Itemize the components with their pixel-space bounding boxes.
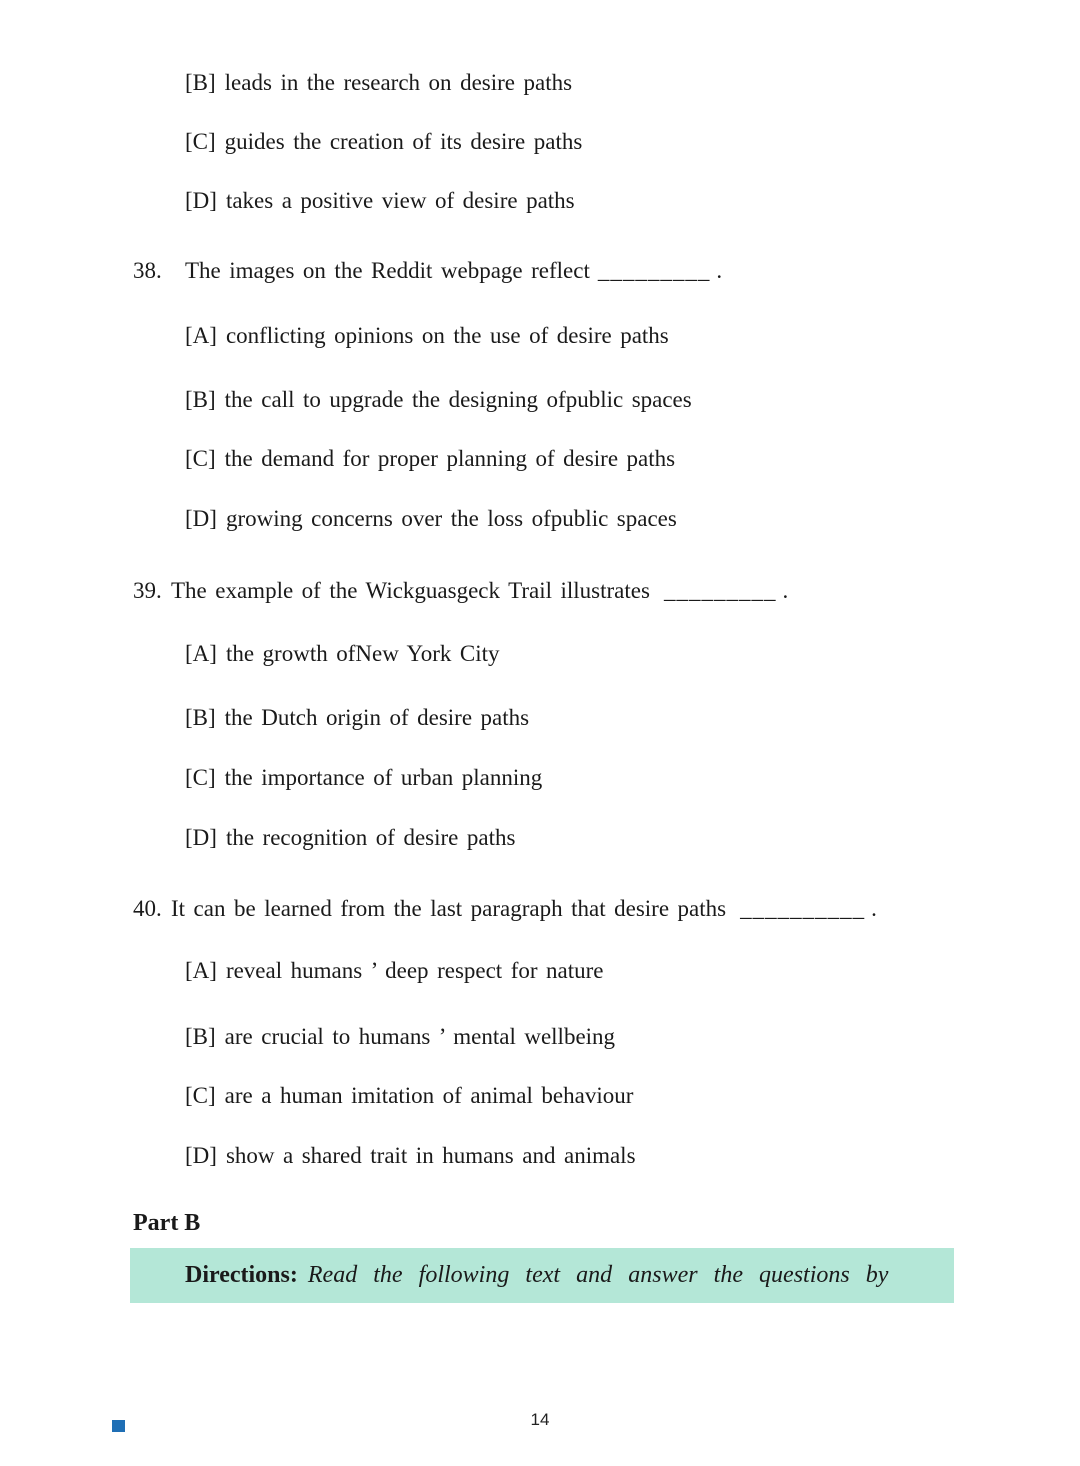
option-text: reveal humans ’ deep respect for nature	[225, 958, 604, 983]
option-text: conflicting opinions on the use of desire paths	[225, 323, 669, 348]
stem-period: .	[782, 578, 789, 603]
option-row-39a	[185, 641, 500, 667]
option-row-37c	[185, 129, 582, 155]
option-row-39d	[185, 825, 515, 851]
stem-period: .	[871, 896, 877, 921]
question-40-stem	[133, 896, 877, 922]
option-row-39b	[185, 705, 529, 731]
option-row-39c	[185, 765, 542, 791]
option-label: [C]	[185, 765, 216, 790]
option-row-40d	[185, 1143, 636, 1169]
option-text: are a human imitation of animal behaviour	[224, 1083, 634, 1108]
page-number: 14	[530, 1410, 550, 1429]
answer-blank: __________	[740, 896, 866, 921]
option-label: [B]	[185, 705, 216, 730]
question-text: It can be learned from the last paragraph that desire paths	[171, 896, 727, 921]
answer-blank: _________	[597, 258, 711, 283]
option-row-40b	[185, 1024, 615, 1050]
question-number: 38.	[133, 258, 162, 283]
option-label: [C]	[185, 1083, 216, 1108]
option-label: [B]	[185, 1024, 216, 1049]
option-label: [B]	[185, 387, 216, 412]
option-label: [B]	[185, 70, 216, 95]
option-row-38d	[185, 506, 677, 532]
option-text: the call to upgrade the designing ofpublic spaces	[224, 387, 692, 412]
option-label: [D]	[185, 188, 217, 213]
directions-line	[185, 1261, 888, 1289]
option-text: the Dutch origin of desire paths	[224, 705, 530, 730]
option-label: [A]	[185, 323, 217, 348]
stem-period: .	[716, 258, 723, 283]
option-label: [D]	[185, 825, 217, 850]
option-label: [D]	[185, 1143, 217, 1168]
option-text: takes a positive view of desire paths	[225, 188, 575, 213]
option-text: growing concerns over the loss ofpublic spaces	[225, 506, 677, 531]
question-text: The example of the Wickguasgeck Trail illustrates	[171, 578, 650, 603]
option-text: the recognition of desire paths	[225, 825, 516, 850]
question-39-stem	[133, 578, 788, 604]
option-label: [D]	[185, 506, 217, 531]
option-label: [A]	[185, 641, 217, 666]
question-38-stem	[133, 258, 722, 284]
option-text: show a shared trait in humans and animals	[225, 1143, 636, 1168]
option-label: [C]	[185, 129, 216, 154]
question-number: 39.	[133, 578, 162, 603]
directions-banner	[130, 1248, 954, 1303]
option-row-38c	[185, 446, 675, 472]
option-text: the growth ofNew York City	[225, 641, 500, 666]
option-row-37b	[185, 70, 572, 96]
option-row-37d	[185, 188, 575, 214]
option-row-38a	[185, 323, 669, 349]
question-number: 40.	[133, 896, 162, 921]
directions-text: Read the following text and answer the questions by	[307, 1262, 889, 1288]
option-text: the demand for proper planning of desire paths	[224, 446, 676, 471]
option-text: guides the creation of its desire paths	[224, 129, 583, 154]
part-b-heading: Part B	[133, 1210, 201, 1236]
option-label: [C]	[185, 446, 216, 471]
option-text: leads in the research on desire paths	[224, 70, 573, 95]
option-row-40a	[185, 958, 604, 984]
directions-label: Directions:	[185, 1262, 298, 1288]
option-row-40c	[185, 1083, 633, 1109]
option-row-38b	[185, 387, 692, 413]
option-label: [A]	[185, 958, 217, 983]
option-text: are crucial to humans ’ mental wellbeing	[224, 1024, 616, 1049]
question-text: The images on the Reddit webpage reflect	[185, 258, 590, 283]
option-text: the importance of urban planning	[224, 765, 543, 790]
answer-blank: _________	[663, 578, 777, 603]
